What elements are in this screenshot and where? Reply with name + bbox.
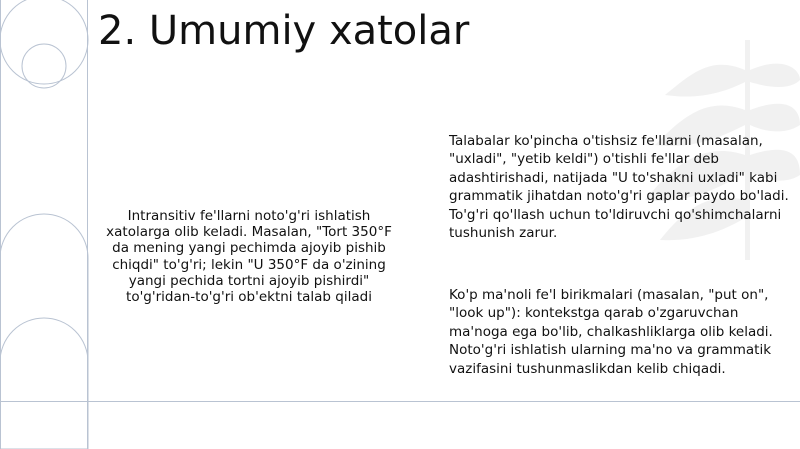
arch-shapes-icon <box>0 214 88 449</box>
right-text-paragraph-2: Ko'p ma'noli fe'l birikmalari (masalan, "put on", "look up"): kontekstga qarab o'zgaruvchan ma'noga ega bo'lib, chalkashliklarga olib keladi. Noto'g'ri ishlatish ularning ma'no va grammatik vazifasini tushunmaslikdan kelib chiqadi. <box>449 287 773 377</box>
left-text-paragraph: Intransitiv fe'llarni noto'g'ri ishlatish xatolarga olib keladi. Masalan, "Tort 350°F da mening yangi pechimda ajoyib pishib chiqdi" to'g'ri; lekin "U 350°F da o'zining yangi pechida tortni ajoyib pishirdi" to'g'ridan-to'g'ri ob'ektni talab qiladi <box>106 208 392 306</box>
circles-icon <box>0 0 88 88</box>
slide-title: 2. Umumiy xatolar <box>98 8 470 54</box>
right-text-paragraph-1: Talabalar ko'pincha o'tishsiz fe'llarni (masalan, "uxladi", "yetib keldi") o'tishli fe'llar deb adashtirishadi, natijada "U to'shakni uxladi" kabi grammatik jihatdan noto'g'ri gaplar paydo bo'ladi. To'g'ri qo'llash uchun to'ldiruvchi qo'shimchalarni tushunish zarur. <box>449 133 789 242</box>
